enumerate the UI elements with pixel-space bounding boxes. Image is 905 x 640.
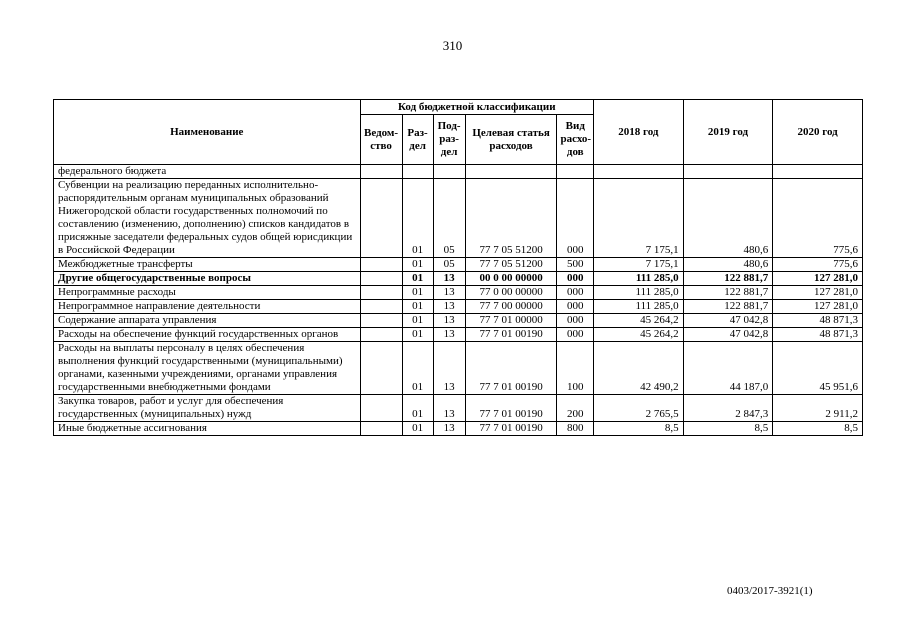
cell-y2019: 480,6 [683,258,773,272]
cell-ved [360,328,402,342]
cell-y2018: 45 264,2 [594,314,684,328]
cell-podr [433,165,465,179]
cell-ved [360,286,402,300]
cell-name: Субвенции на реализацию переданных исполнительно-распорядительным органам муниципальных образований Нижегородской области государственных полномочий по составлению (изменению, дополнению) списков кандидатов в присяжные заседатели федеральных судов общей юрисдикции в Российской Федерации [54,179,361,258]
table-row [54,342,863,395]
cell-ved [360,342,402,395]
cell-y2020: 48 871,3 [773,328,863,342]
cell-name: Расходы на обеспечение функций государственных органов [54,328,361,342]
cell-y2018: 111 285,0 [594,272,684,286]
cell-y2019: 480,6 [683,179,773,258]
cell-razd: 01 [402,342,433,395]
cell-vid: 000 [557,300,594,314]
cell-razd: 01 [402,272,433,286]
table-body [54,165,863,436]
document-code: 0403/2017-3921(1) [727,585,813,597]
table-row [54,272,863,286]
cell-ved [360,395,402,422]
cell-cel: 77 7 01 00190 [465,422,557,436]
cell-y2018: 42 490,2 [594,342,684,395]
cell-name: Непрограммные расходы [54,286,361,300]
cell-y2019: 47 042,8 [683,314,773,328]
cell-y2018 [594,165,684,179]
cell-podr: 05 [433,258,465,272]
cell-y2018: 111 285,0 [594,286,684,300]
cell-podr: 13 [433,300,465,314]
header-code-group: Код бюджетной классификации [360,100,594,115]
cell-cel: 00 0 00 00000 [465,272,557,286]
header-name: Наименование [54,100,361,165]
cell-y2019: 122 881,7 [683,286,773,300]
cell-cel: 77 7 01 00190 [465,328,557,342]
header-2018: 2018 год [594,100,684,165]
table-row [54,286,863,300]
cell-vid: 800 [557,422,594,436]
header-razd: Раз-дел [402,115,433,165]
cell-ved [360,422,402,436]
cell-podr: 13 [433,286,465,300]
header-ved: Ведом-ство [360,115,402,165]
table-row [54,328,863,342]
cell-ved [360,165,402,179]
cell-y2020: 127 281,0 [773,286,863,300]
cell-cel: 77 0 00 00000 [465,286,557,300]
cell-ved [360,272,402,286]
cell-vid: 000 [557,314,594,328]
header-vid: Вид расхо-дов [557,115,594,165]
cell-vid: 500 [557,258,594,272]
cell-y2020: 2 911,2 [773,395,863,422]
cell-vid [557,165,594,179]
cell-razd: 01 [402,314,433,328]
cell-vid: 000 [557,179,594,258]
header-cel: Целевая статья расходов [465,115,557,165]
cell-y2019: 8,5 [683,422,773,436]
cell-razd: 01 [402,286,433,300]
header-2019: 2019 год [683,100,773,165]
cell-y2018: 8,5 [594,422,684,436]
table-header [54,100,863,165]
cell-vid: 100 [557,342,594,395]
cell-y2018: 7 175,1 [594,179,684,258]
cell-y2020: 127 281,0 [773,300,863,314]
cell-razd: 01 [402,328,433,342]
table-row [54,422,863,436]
cell-name: Закупка товаров, работ и услуг для обеспечения государственных (муниципальных) нужд [54,395,361,422]
cell-y2020 [773,165,863,179]
table-row [54,258,863,272]
cell-cel [465,165,557,179]
cell-cel: 77 7 05 51200 [465,179,557,258]
cell-podr: 13 [433,395,465,422]
page-number: 310 [442,38,463,53]
cell-podr: 13 [433,342,465,395]
cell-razd: 01 [402,179,433,258]
table-row [54,300,863,314]
table-row [54,395,863,422]
table-row [54,179,863,258]
cell-y2020: 45 951,6 [773,342,863,395]
cell-y2020: 8,5 [773,422,863,436]
cell-name: Межбюджетные трансферты [54,258,361,272]
cell-razd [402,165,433,179]
cell-name: Непрограммное направление деятельности [54,300,361,314]
cell-name: Иные бюджетные ассигнования [54,422,361,436]
cell-y2018: 2 765,5 [594,395,684,422]
cell-y2020: 127 281,0 [773,272,863,286]
cell-podr: 05 [433,179,465,258]
cell-name: Содержание аппарата управления [54,314,361,328]
cell-podr: 13 [433,422,465,436]
cell-ved [360,179,402,258]
cell-name: Другие общегосударственные вопросы [54,272,361,286]
cell-cel: 77 7 00 00000 [465,300,557,314]
cell-ved [360,314,402,328]
cell-vid: 000 [557,328,594,342]
cell-y2020: 775,6 [773,179,863,258]
cell-vid: 000 [557,272,594,286]
cell-cel: 77 7 05 51200 [465,258,557,272]
table-row [54,165,863,179]
cell-razd: 01 [402,258,433,272]
cell-y2019: 122 881,7 [683,300,773,314]
cell-y2018: 111 285,0 [594,300,684,314]
cell-razd: 01 [402,422,433,436]
cell-cel: 77 7 01 00190 [465,342,557,395]
header-2020: 2020 год [773,100,863,165]
cell-y2019: 47 042,8 [683,328,773,342]
cell-name: Расходы на выплаты персоналу в целях обеспечения выполнения функций государственными (муниципальными) органами, казенными учреждениями, органами управления государственными внебюджетными фондами [54,342,361,395]
header-podr: Под-раз-дел [433,115,465,165]
cell-y2019: 44 187,0 [683,342,773,395]
table-row [54,314,863,328]
cell-vid: 000 [557,286,594,300]
cell-y2020: 775,6 [773,258,863,272]
cell-y2019: 122 881,7 [683,272,773,286]
cell-y2020: 48 871,3 [773,314,863,328]
cell-y2018: 7 175,1 [594,258,684,272]
cell-podr: 13 [433,314,465,328]
cell-y2019: 2 847,3 [683,395,773,422]
cell-podr: 13 [433,328,465,342]
cell-razd: 01 [402,300,433,314]
cell-razd: 01 [402,395,433,422]
cell-ved [360,300,402,314]
cell-cel: 77 7 01 00000 [465,314,557,328]
cell-name: федерального бюджета [54,165,361,179]
cell-ved [360,258,402,272]
cell-cel: 77 7 01 00190 [465,395,557,422]
cell-vid: 200 [557,395,594,422]
cell-y2019 [683,165,773,179]
budget-table [53,99,863,436]
cell-y2018: 45 264,2 [594,328,684,342]
cell-podr: 13 [433,272,465,286]
